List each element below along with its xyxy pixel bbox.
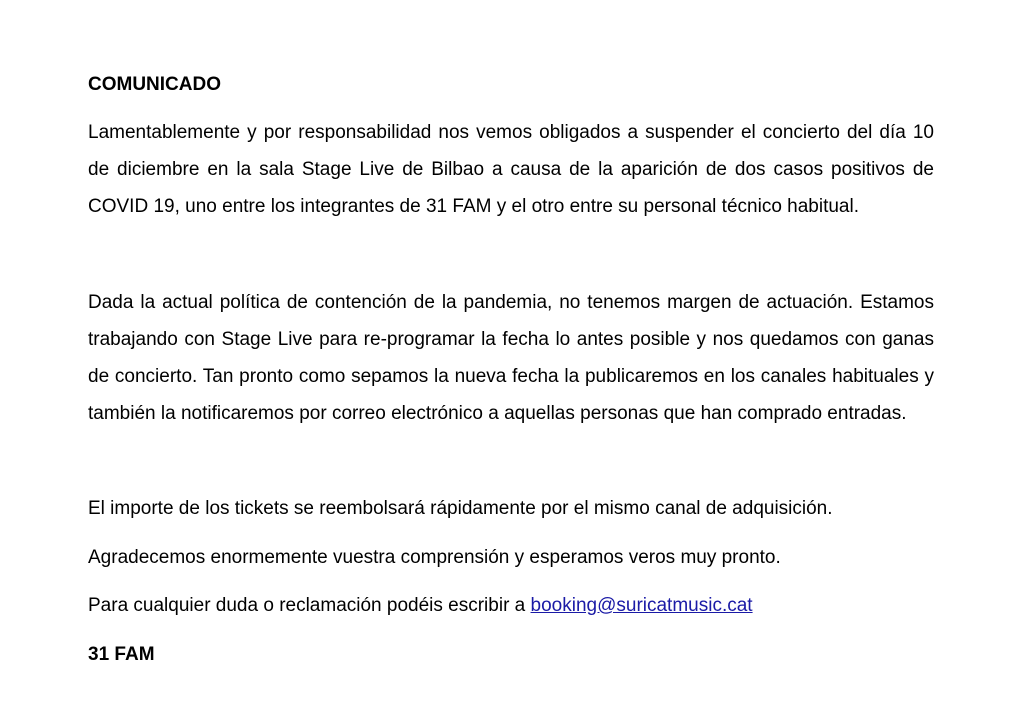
contact-text: Para cualquier duda o reclamación podéis escribir a	[88, 595, 531, 616]
paragraph-thanks: Agradecemos enormemente vuestra comprensión y esperamos veros muy pronto.	[88, 547, 781, 568]
paragraph-cancellation: Lamentablemente y por responsabilidad nos vemos obligados a suspender el concierto del día 10 de diciembre en la sala Stage Live de Bilbao a causa de la aparición de dos casos positivos de COVID 19, uno entre los integrantes de 31 FAM y el otro entre su personal técnico habitual.	[88, 122, 934, 217]
paragraph-contact	[88, 594, 753, 618]
paragraph-rescheduling: Dada la actual política de contención de la pandemia, no tenemos margen de actuación. Estamos trabajando con Stage Live para re-programar la fecha lo antes posible y nos quedamos con ganas de concierto. Tan pronto como sepamos la nueva fecha la publicaremos en los canales habituales y también la notificaremos por correo electrónico a aquellas personas que han comprado entradas.	[88, 292, 934, 424]
paragraph-refund: El importe de los tickets se reembolsará rápidamente por el mismo canal de adquisición.	[88, 498, 833, 519]
signature: 31 FAM	[88, 644, 155, 665]
document-title: COMUNICADO	[88, 74, 221, 95]
contact-email-link[interactable]: booking@suricatmusic.cat	[530, 595, 753, 616]
